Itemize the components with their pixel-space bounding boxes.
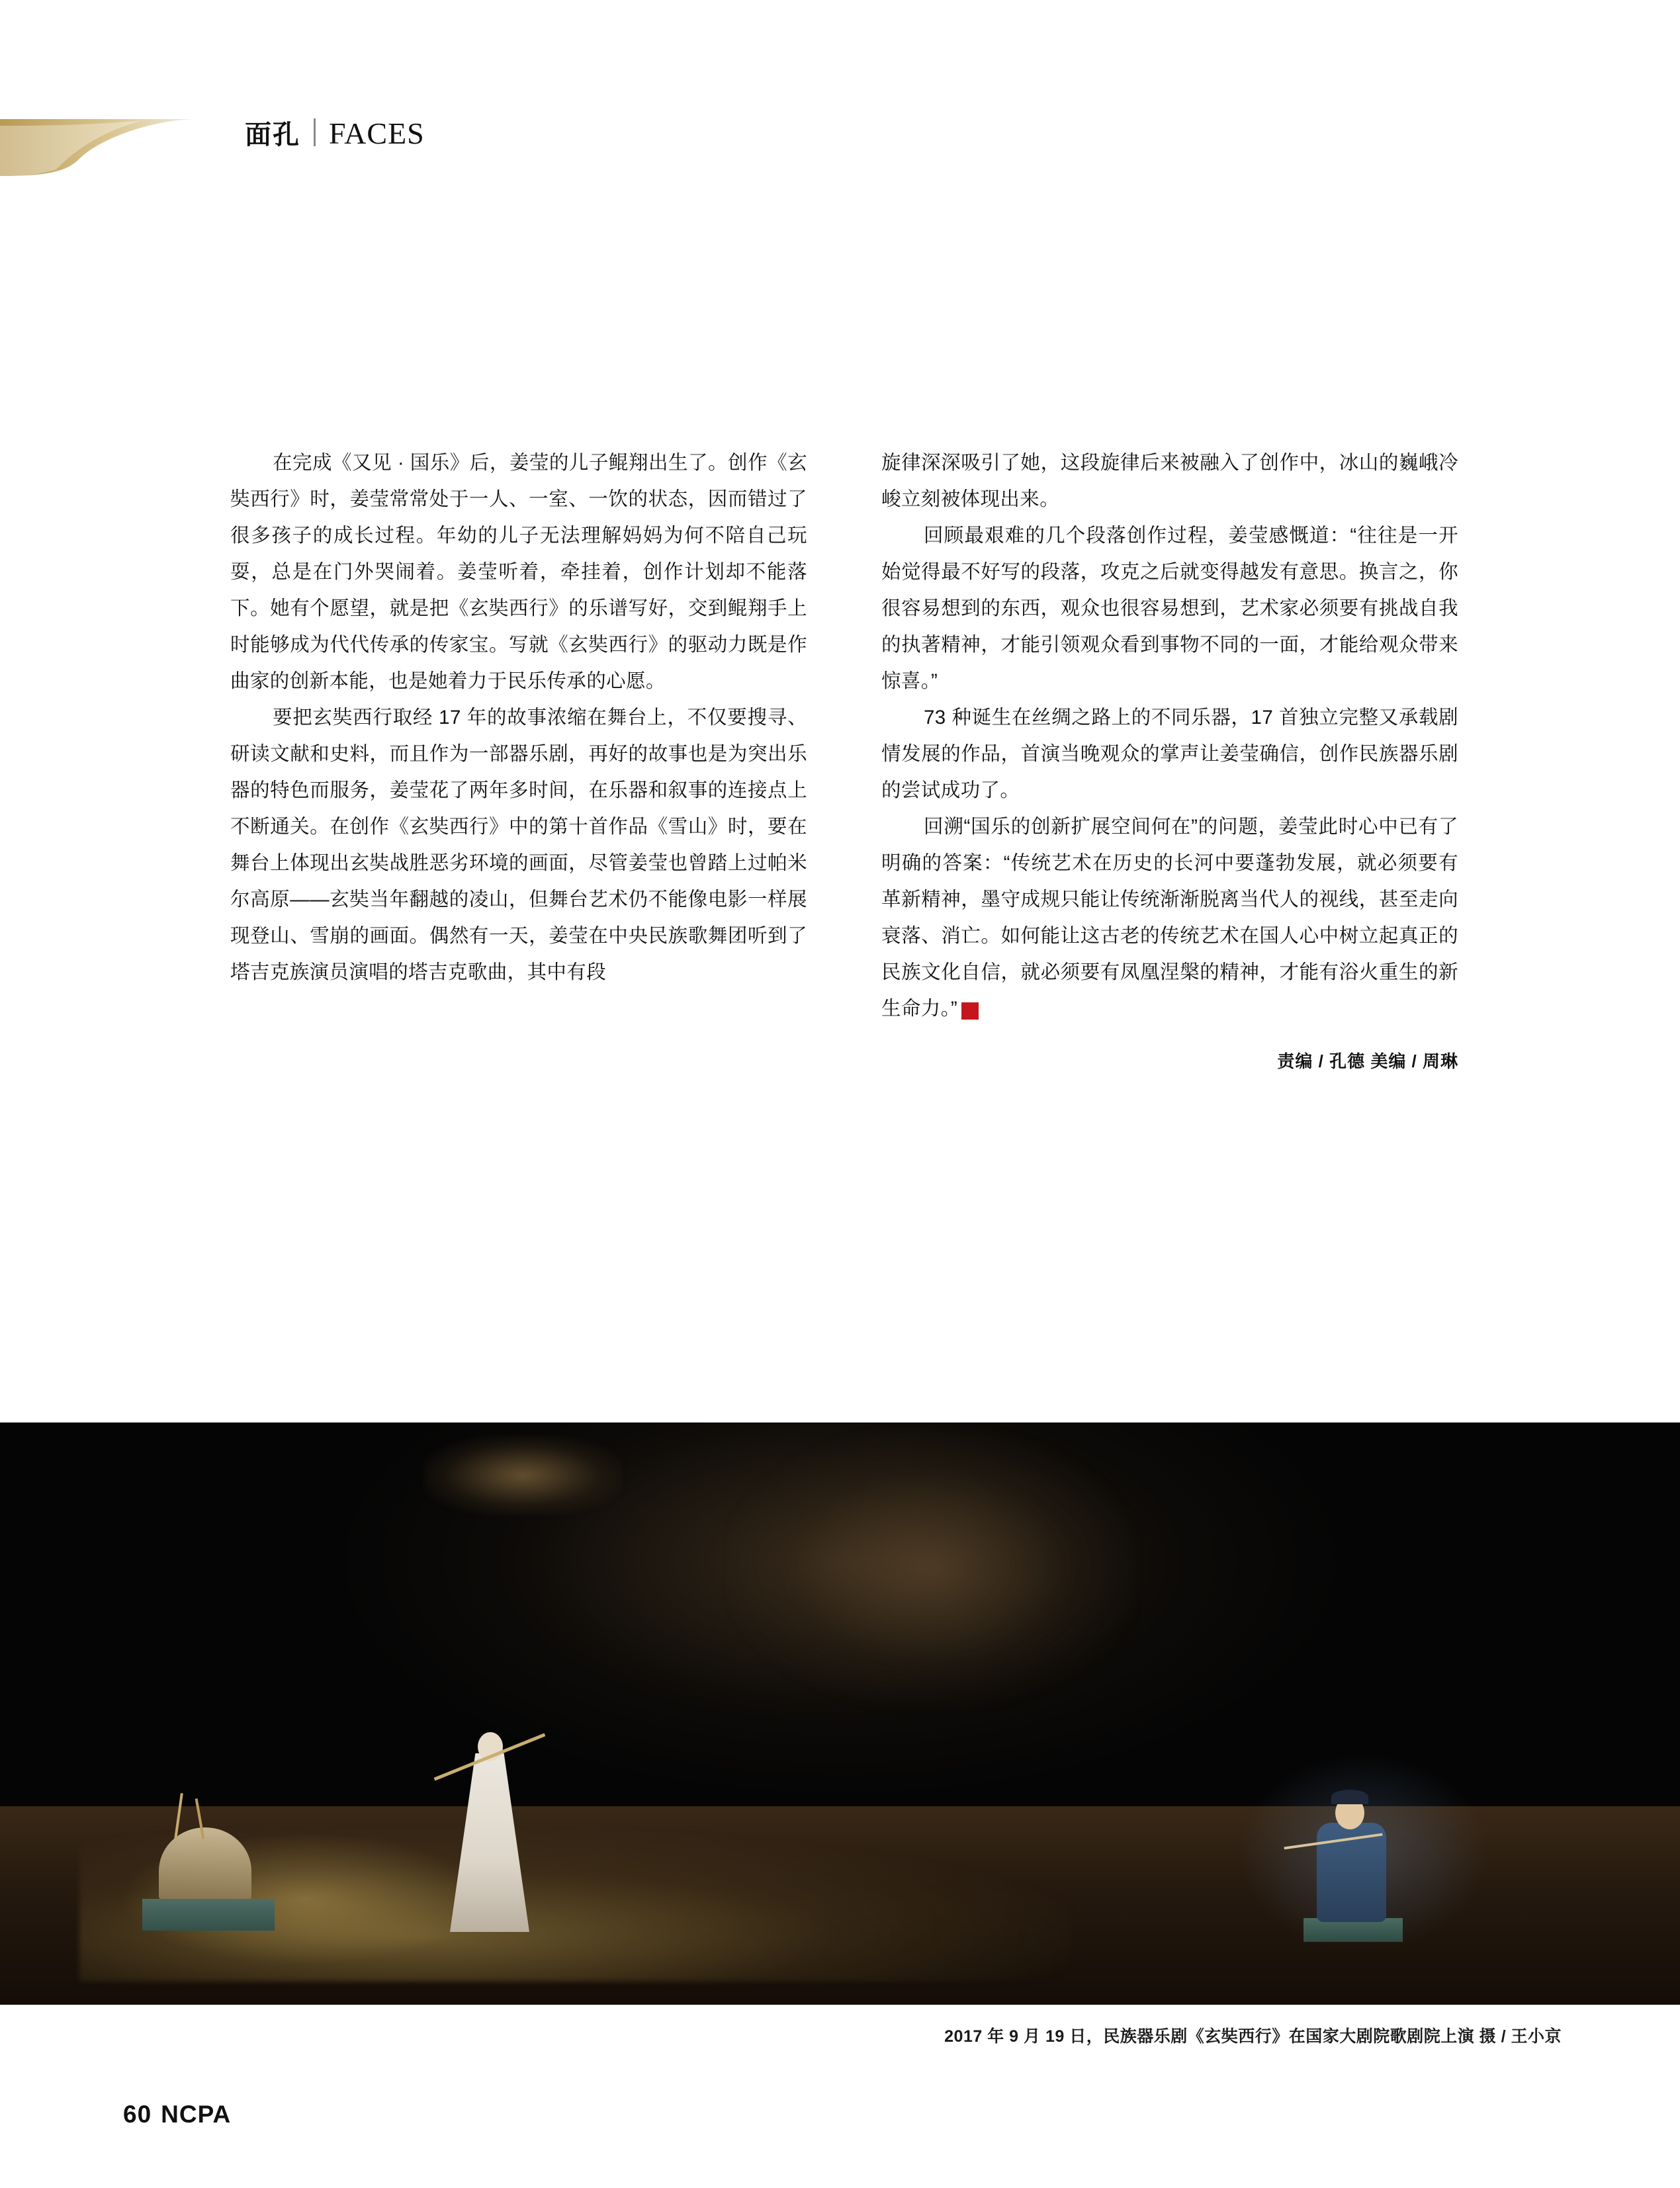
- paragraph-text: 回溯“国乐的创新扩展空间何在”的问题，姜莹此时心中已有了明确的答案：“传统艺术在历史的长河中要蓬勃发展，就必须要有革新精神，墨守成规只能让传统渐渐脱离当代人的视线，甚至走向衰落、消亡。如何能让这古老的传统艺术在国人心中树立起真正的民族文化自信，就必须要有凤凰涅槃的精神，才能有浴火重生的新生命力。”: [881, 816, 1458, 1020]
- left-column: [230, 445, 807, 1072]
- article-body: [230, 445, 1458, 1072]
- page-header: [0, 99, 1680, 185]
- photo-seated-musician: [1297, 1770, 1409, 1922]
- photo-background-carving: [728, 1429, 1138, 1707]
- paragraph-with-end-mark: [881, 809, 1458, 1027]
- photo-monk-robe: [450, 1753, 529, 1932]
- section-label: [245, 114, 425, 152]
- publication-name: NCPA: [161, 2101, 232, 2128]
- paragraph: 要把玄奘西行取经 17 年的故事浓缩在舞台上，不仅要搜寻、研读文献和史料，而且作为一部器乐剧，再好的故事也是为突出乐器的特色而服务，姜莹花了两年多时间，在乐器和叙事的连接点上不断通关。在创作《玄奘西行》中的第十首作品《雪山》时，要在舞台上体现出玄奘战胜恶劣环境的画面，尽管姜莹也曾踏上过帕米尔高原——玄奘当年翻越的凌山，但舞台艺术仍不能像电影一样展现登山、雪崩的画面。偶然有一天，姜莹在中央民族歌舞团听到了塔吉克族演员演唱的塔吉克歌曲，其中有段: [230, 707, 807, 983]
- section-label-cn: 面孔: [245, 120, 300, 150]
- paragraph: 73 种诞生在丝绸之路上的不同乐器，17 首独立完整又承载剧情发展的作品，首演当晚观众的掌声让姜莹确信，创作民族器乐剧的尝试成功了。: [881, 707, 1458, 801]
- paragraph: 在完成《又见 · 国乐》后，姜莹的儿子鲲翔出生了。创作《玄奘西行》时，姜莹常常处于一人、一室、一饮的状态，因而错过了很多孩子的成长过程。年幼的儿子无法理解妈妈为何不陪自己玩耍，总是在门外哭闹着。姜莹听着，牵挂着，创作计划却不能落下。她有个愿望，就是把《玄奘西行》的乐谱写好，交到鲲翔手上时能够成为代代传承的传家宝。写就《玄奘西行》的驱动力既是作曲家的创新本能，也是她着力于民乐传承的心愿。: [230, 452, 807, 692]
- page-number: 60: [123, 2101, 152, 2128]
- end-of-article-mark: NC: [961, 1002, 979, 1020]
- photo-caption: 2017 年 9 月 19 日，民族器乐剧《玄奘西行》在国家大剧院歌剧院上演 摄 / 王小京: [944, 2027, 1562, 2046]
- photo-stage-prop-pedestal: [142, 1899, 275, 1931]
- paragraph: 回顾最艰难的几个段落创作过程，姜莹感慨道：“往往是一开始觉得最不好写的段落，攻克之后就变得越发有意思。换言之，你很容易想到的东西，观众也很容易想到，艺术家必须要有挑战自我的执著精神，才能引领观众看到事物不同的一面，才能给观众带来惊喜。”: [881, 525, 1458, 692]
- right-column: [881, 445, 1458, 1072]
- photo-monk-performer: [450, 1720, 529, 1932]
- photo-musician-hat: [1331, 1790, 1368, 1804]
- section-label-en: FACES: [329, 116, 425, 150]
- photo-ceiling-decoration: [423, 1436, 622, 1515]
- paragraph: 旋律深深吸引了她，这段旋律后来被融入了创作中，冰山的巍峨冷峻立刻被体现出来。: [881, 452, 1458, 510]
- page-folio: [123, 2101, 231, 2128]
- section-label-divider: [314, 118, 316, 146]
- editor-credit: 责编 / 孔德 美编 / 周琳: [1277, 1051, 1458, 1071]
- stage-photograph: [0, 1422, 1680, 2005]
